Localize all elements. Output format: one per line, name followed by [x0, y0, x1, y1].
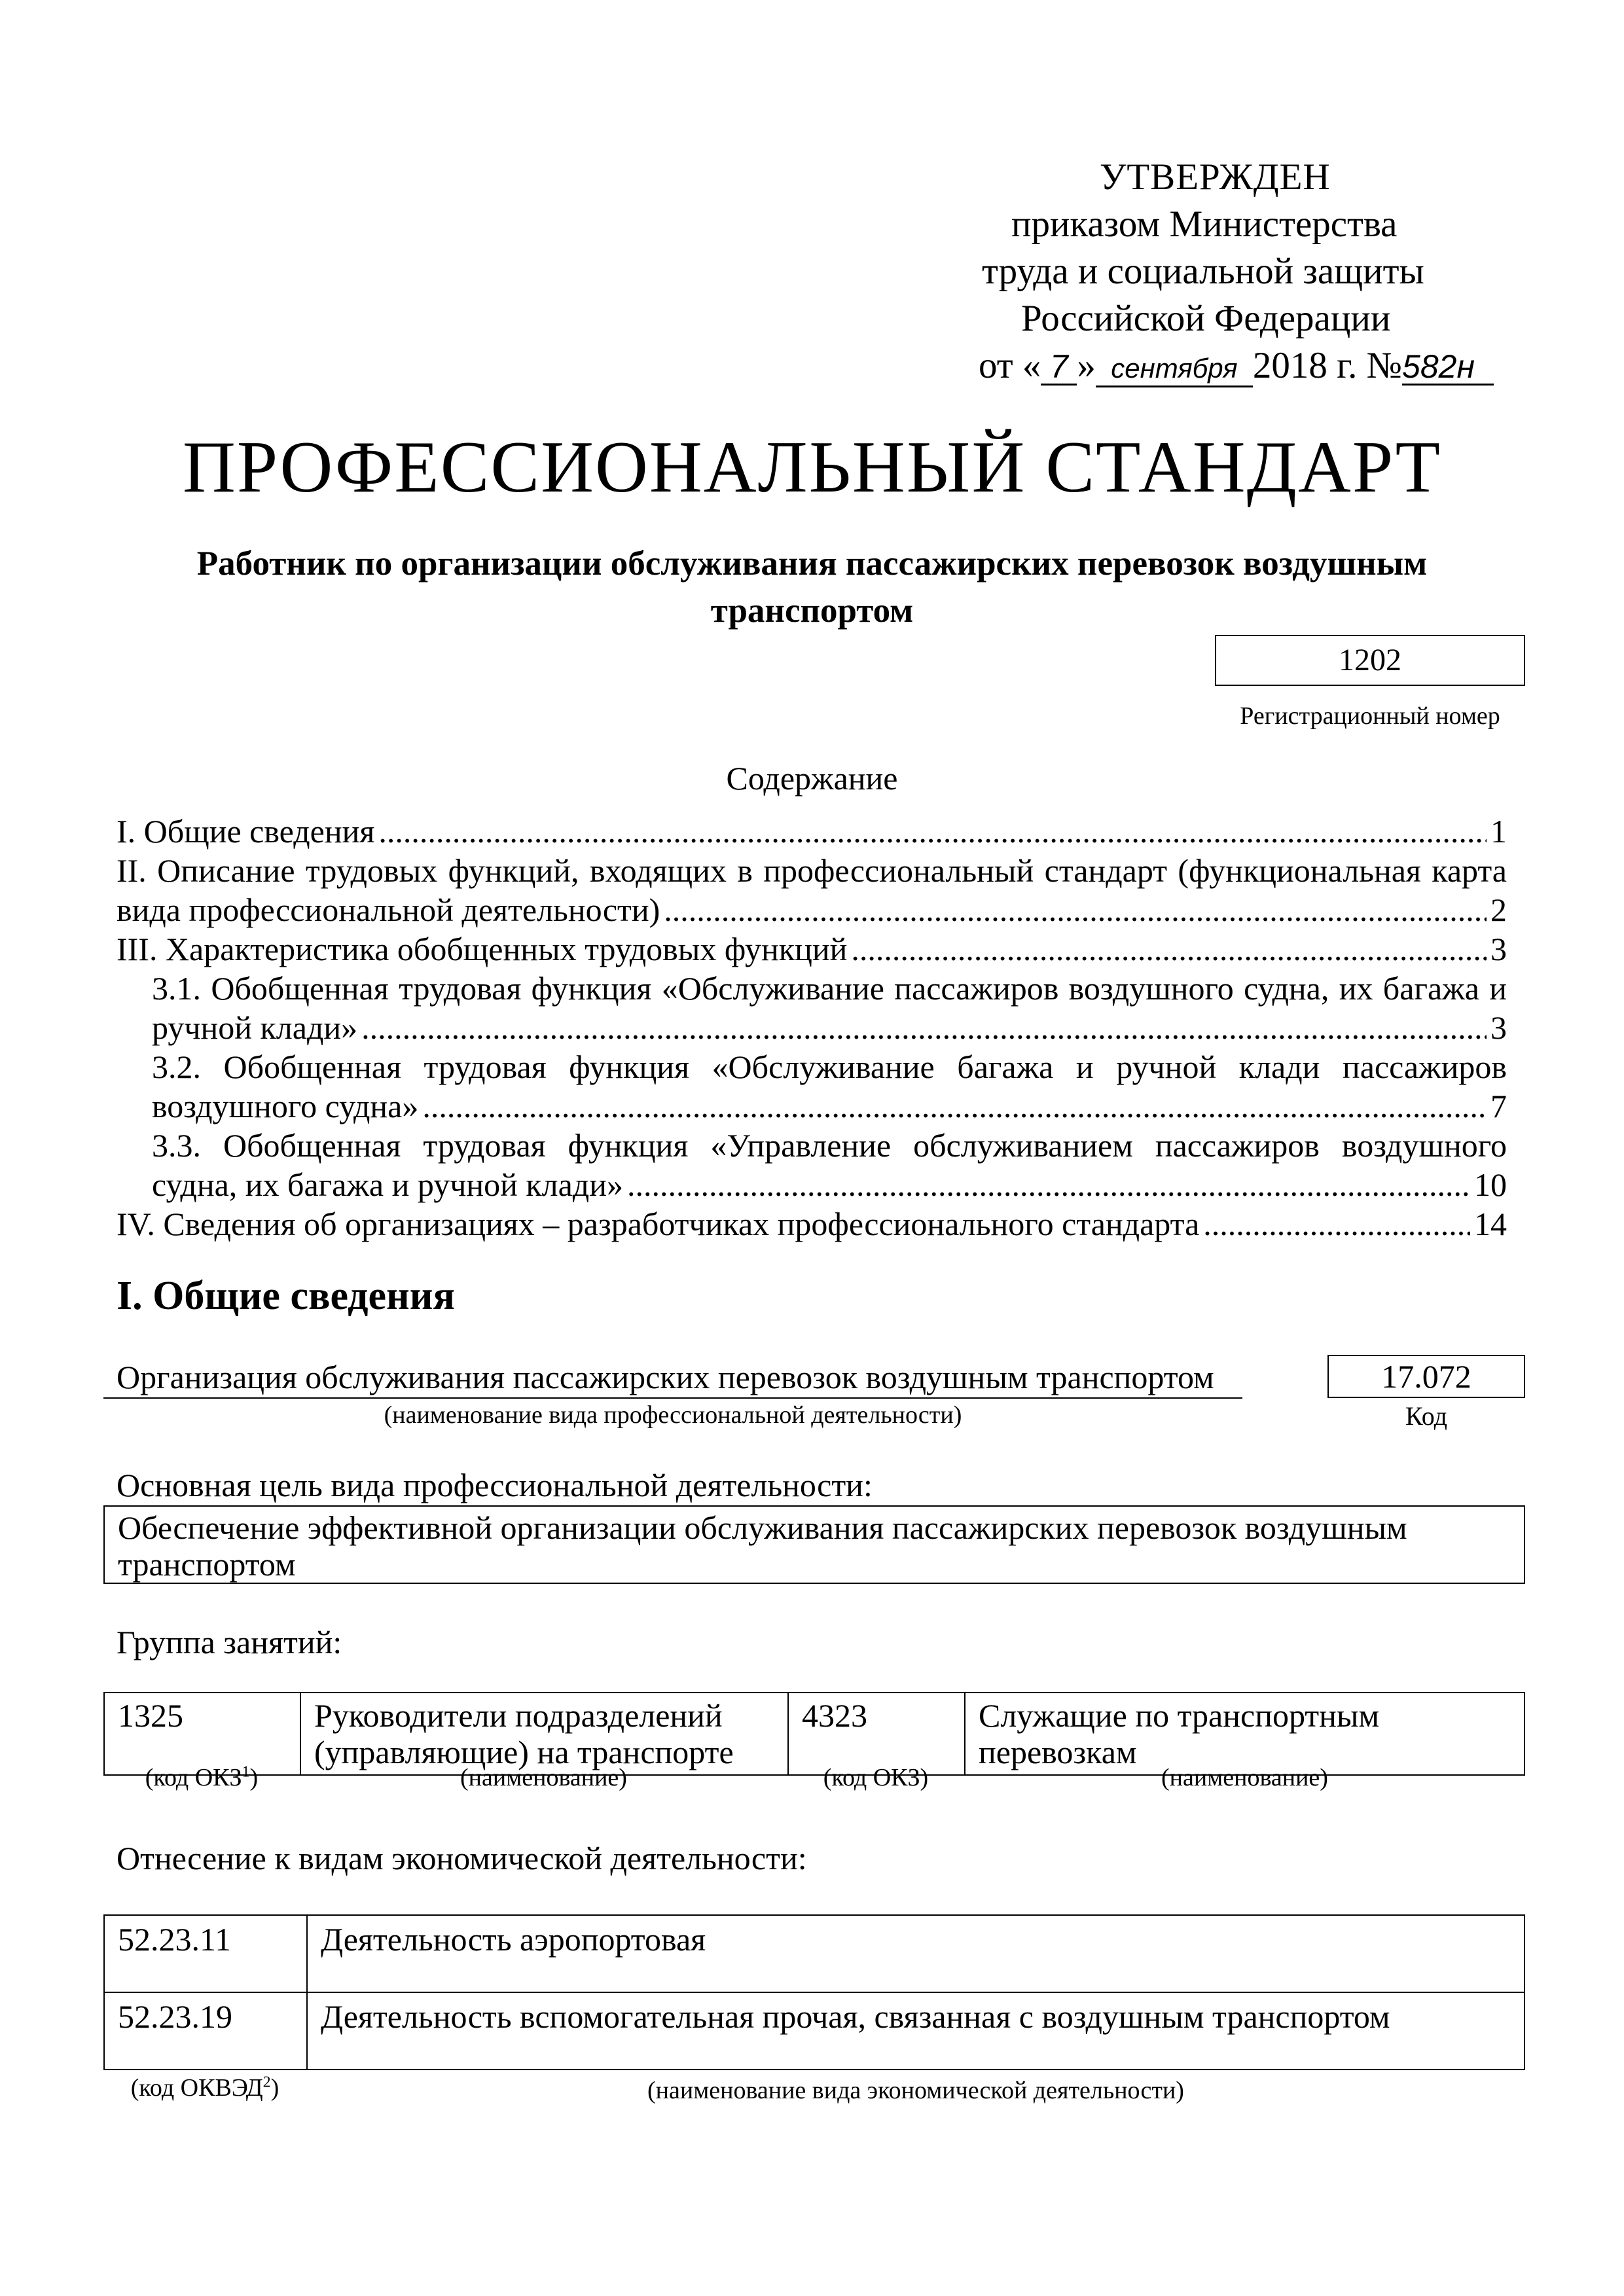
date-mid: »	[1077, 345, 1096, 386]
goal-text: Обеспечение эффективной организации обслуживания пассажирских перевозок воздушным транспортом	[103, 1505, 1525, 1584]
toc-item-line[interactable]: 3.2. Обобщенная трудовая функция «Обслуживание багажа и ручной клади пассажиров	[152, 1049, 1507, 1085]
registration-number: 1202	[1215, 635, 1525, 686]
okz-name: Служащие по транспортным перевозкам	[965, 1693, 1525, 1775]
approval-line: Российской Федерации	[1021, 298, 1391, 339]
group-label: Группа занятий:	[117, 1624, 342, 1660]
document-subtitle: Работник по организации обслуживания пассажирских перевозок воздушным транспортом	[196, 545, 1428, 630]
okved-code-caption: (код ОКВЭД$^2$)	[130, 2073, 280, 2102]
toc-heading: Содержание	[726, 760, 898, 797]
okz-code: 1325	[104, 1693, 300, 1775]
okved-table	[103, 1914, 1525, 2070]
handwritten-number: 582н	[1402, 350, 1494, 386]
approval-date-line	[903, 342, 1558, 389]
toc-item[interactable]: IV. Сведения об организациях – разработчиках профессионального стандарта ..... 14	[117, 1204, 1507, 1244]
table-row	[104, 1915, 1525, 1992]
document-title: ПРОФЕССИОНАЛЬНЫЙ СТАНДАРТ	[183, 427, 1441, 508]
okz-code-caption: (код ОКЗ)	[823, 1764, 929, 1791]
handwritten-day: 7	[1041, 350, 1077, 386]
registration-label: Регистрационный номер	[1240, 702, 1500, 730]
section-heading: I. Общие сведения	[117, 1274, 456, 1318]
goal-label: Основная цель вида профессиональной деятельности:	[117, 1467, 873, 1503]
okz-name-caption: (наименование)	[1161, 1764, 1328, 1791]
handwritten-month: сентября	[1096, 351, 1253, 387]
okved-code: 52.23.19	[104, 1992, 307, 2070]
okved-label: Отнесение к видам экономической деятельности:	[117, 1840, 807, 1876]
approval-title: УТВЕРЖДЕН	[1100, 156, 1331, 198]
toc-item[interactable]: воздушного судна» ..... 7	[117, 1086, 1507, 1126]
toc-item[interactable]: III. Характеристика обобщенных трудовых функций ..... 3	[117, 929, 1507, 969]
toc-item[interactable]: I. Общие сведения ..... 1	[117, 812, 1507, 851]
toc-item[interactable]: вида профессиональной деятельности) ..... 2	[117, 890, 1507, 929]
okved-name: Деятельность вспомогательная прочая, связанная с воздушным транспортом	[307, 1992, 1525, 2070]
okz-code-caption: (код ОКЗ$^1$)	[145, 1763, 259, 1791]
okved-name: Деятельность аэропортовая	[307, 1915, 1525, 1992]
okz-name-caption: (наименование)	[460, 1764, 627, 1791]
toc-item[interactable]: ручной клади» ..... 3	[117, 1008, 1507, 1047]
toc-item[interactable]: судна, их багажа и ручной клади» ..... 10	[117, 1165, 1507, 1204]
code-caption: Код	[1405, 1401, 1447, 1431]
approval-block	[903, 154, 1558, 389]
approval-line: приказом Министерства	[1011, 204, 1398, 245]
okz-code: 4323	[788, 1693, 965, 1775]
okz-name: Руководители подразделений (управляющие) на транспорте	[300, 1693, 788, 1775]
activity-code: 17.072	[1327, 1355, 1525, 1398]
table-of-contents	[117, 812, 1507, 1244]
date-year: 2018 г. №	[1252, 345, 1403, 386]
okved-code: 52.23.11	[104, 1915, 307, 1992]
approval-line: труда и социальной защиты	[982, 251, 1424, 292]
activity-name: Организация обслуживания пассажирских перевозок воздушным транспортом	[103, 1357, 1242, 1399]
table-row	[104, 1992, 1525, 2070]
date-prefix: от «	[979, 345, 1041, 386]
okved-name-caption: (наименование вида экономической деятельности)	[647, 2077, 1184, 2104]
toc-item-line[interactable]: II. Описание трудовых функций, входящих в профессиональный стандарт (функциональная карта	[117, 852, 1507, 889]
toc-item-line[interactable]: 3.1. Обобщенная трудовая функция «Обслуживание пассажиров воздушного судна, их багажа и	[152, 970, 1507, 1007]
toc-item-line[interactable]: 3.3. Обобщенная трудовая функция «Управление обслуживанием пассажиров воздушного	[152, 1127, 1507, 1164]
activity-caption: (наименование вида профессиональной деятельности)	[384, 1401, 962, 1429]
